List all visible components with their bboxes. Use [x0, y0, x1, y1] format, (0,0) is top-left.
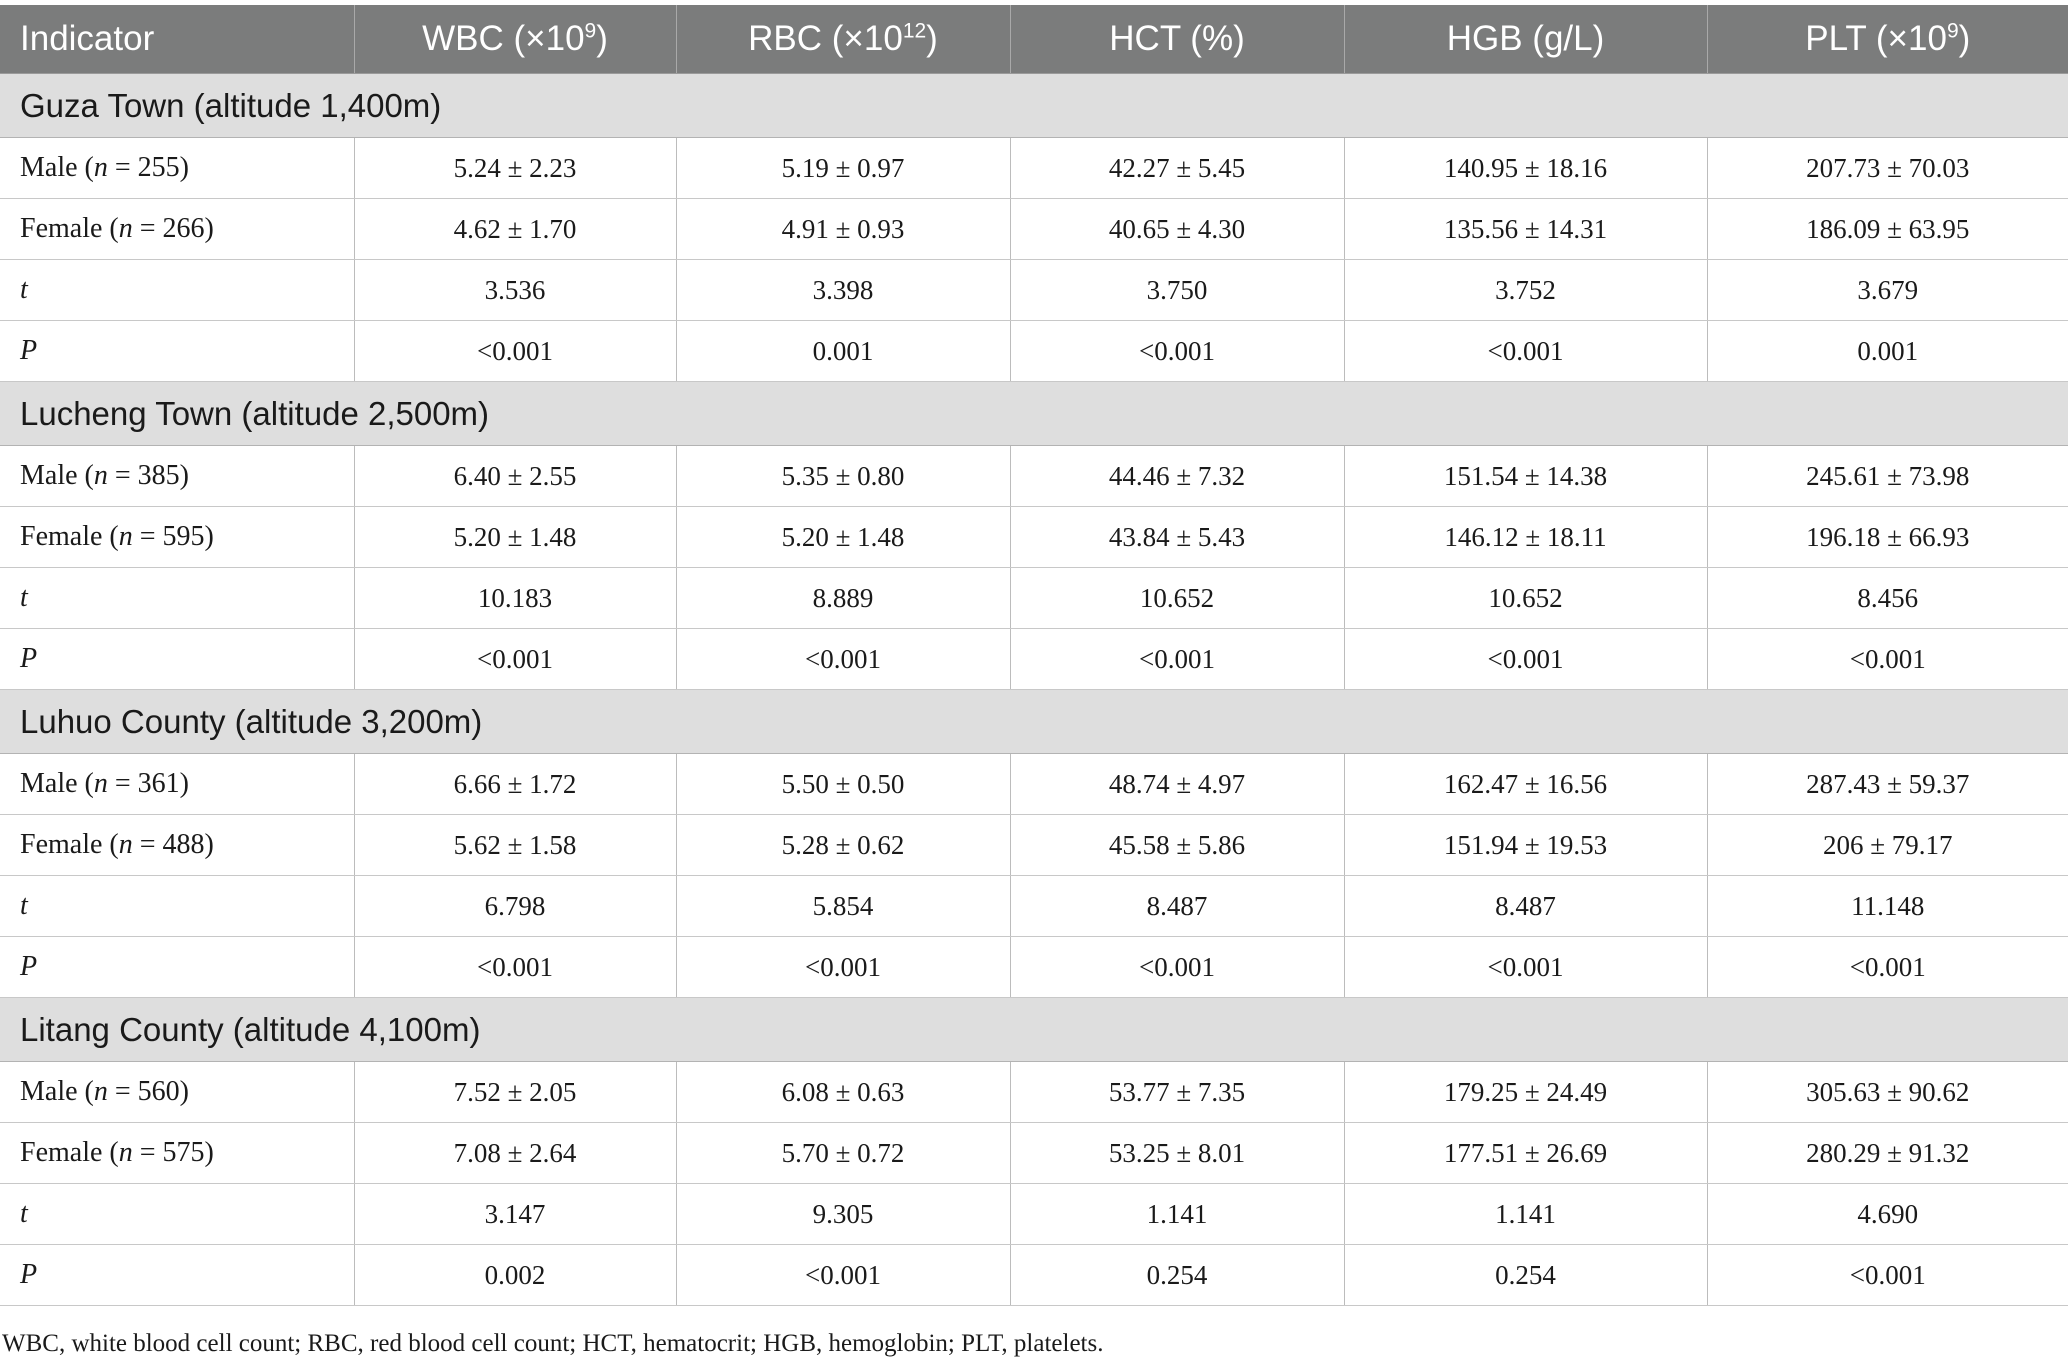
row-label-n: n: [118, 213, 133, 244]
row-label: [0, 1062, 354, 1123]
table-cell: <0.001: [676, 629, 1010, 690]
row-label: [0, 754, 354, 815]
row-label-count: = 255): [107, 152, 189, 183]
row-label-count: = 575): [132, 1137, 214, 1168]
table-cell: 135.56 ± 14.31: [1344, 199, 1707, 260]
table-cell: 0.254: [1344, 1245, 1707, 1306]
row-label-text: P: [20, 643, 38, 674]
row-label-n: n: [93, 768, 108, 799]
row-label: [0, 321, 354, 382]
row-label: [0, 507, 354, 568]
table-cell: <0.001: [1010, 937, 1344, 998]
table-cell: <0.001: [1707, 629, 2068, 690]
row-label-n: n: [118, 1137, 133, 1168]
table-body: [0, 74, 2068, 1306]
table-cell: <0.001: [354, 937, 676, 998]
table-cell: 45.58 ± 5.86: [1010, 815, 1344, 876]
table-cell: 207.73 ± 70.03: [1707, 138, 2068, 199]
table-cell: 177.51 ± 26.69: [1344, 1123, 1707, 1184]
header-hgb: [1344, 5, 1707, 74]
table-cell: 5.20 ± 1.48: [354, 507, 676, 568]
row-label-n: n: [93, 152, 108, 183]
row-label: [0, 260, 354, 321]
table-row: [0, 937, 2068, 998]
table-cell: 5.28 ± 0.62: [676, 815, 1010, 876]
table-cell: 43.84 ± 5.43: [1010, 507, 1344, 568]
group-row: [0, 382, 2068, 446]
header-text-tail: ): [926, 19, 938, 58]
table-cell: 305.63 ± 90.62: [1707, 1062, 2068, 1123]
table-row: [0, 1184, 2068, 1245]
table-container: [0, 5, 2068, 1306]
table-cell: 9.305: [676, 1184, 1010, 1245]
table-footnote: WBC, white blood cell count; RBC, red blood cell count; HCT, hematocrit; HGB, hemoglobin; PLT, platelets.: [2, 1330, 1104, 1357]
table-row: [0, 876, 2068, 937]
row-label-text: Female (: [20, 521, 119, 552]
row-label-count: = 361): [107, 768, 189, 799]
group-title: Litang County (altitude 4,100m): [0, 998, 2068, 1062]
row-label: [0, 1123, 354, 1184]
table-cell: 6.798: [354, 876, 676, 937]
table-cell: 8.889: [676, 568, 1010, 629]
row-label: [0, 199, 354, 260]
header-text-tail: ): [596, 19, 608, 58]
header-text: Indicator: [20, 19, 155, 58]
table-cell: 179.25 ± 24.49: [1344, 1062, 1707, 1123]
table-row: [0, 260, 2068, 321]
table-cell: 245.61 ± 73.98: [1707, 446, 2068, 507]
table-cell: 196.18 ± 66.93: [1707, 507, 2068, 568]
table-cell: 4.690: [1707, 1184, 2068, 1245]
table-cell: 11.148: [1707, 876, 2068, 937]
row-label: [0, 937, 354, 998]
row-label-text: t: [20, 274, 28, 305]
table-row: [0, 754, 2068, 815]
table-row: [0, 629, 2068, 690]
table-cell: 10.652: [1010, 568, 1344, 629]
row-label-text: Female (: [20, 213, 119, 244]
header-text: WBC (×10: [422, 19, 585, 58]
table-row: [0, 199, 2068, 260]
table-cell: 4.62 ± 1.70: [354, 199, 676, 260]
table-cell: 44.46 ± 7.32: [1010, 446, 1344, 507]
table-cell: 5.70 ± 0.72: [676, 1123, 1010, 1184]
table-cell: 7.08 ± 2.64: [354, 1123, 676, 1184]
table-cell: 0.001: [1707, 321, 2068, 382]
header-superscript: 9: [584, 19, 597, 43]
table-row: [0, 568, 2068, 629]
table-cell: <0.001: [1707, 1245, 2068, 1306]
table-cell: 6.40 ± 2.55: [354, 446, 676, 507]
header-indicator: [0, 5, 354, 74]
table-cell: 3.750: [1010, 260, 1344, 321]
table-row: [0, 1245, 2068, 1306]
table-cell: 186.09 ± 63.95: [1707, 199, 2068, 260]
table-cell: 206 ± 79.17: [1707, 815, 2068, 876]
group-title: Guza Town (altitude 1,400m): [0, 74, 2068, 138]
table-cell: <0.001: [1344, 629, 1707, 690]
table-cell: 6.66 ± 1.72: [354, 754, 676, 815]
row-label-text: P: [20, 335, 38, 366]
row-label: [0, 138, 354, 199]
table-cell: 7.52 ± 2.05: [354, 1062, 676, 1123]
table-cell: 8.456: [1707, 568, 2068, 629]
table-cell: 4.91 ± 0.93: [676, 199, 1010, 260]
row-label-count: = 385): [107, 460, 189, 491]
table-cell: <0.001: [676, 1245, 1010, 1306]
table-cell: 151.54 ± 14.38: [1344, 446, 1707, 507]
table-cell: 3.752: [1344, 260, 1707, 321]
table-cell: <0.001: [1344, 321, 1707, 382]
group-row: [0, 690, 2068, 754]
table-cell: 42.27 ± 5.45: [1010, 138, 1344, 199]
table-row: [0, 446, 2068, 507]
table-cell: 3.679: [1707, 260, 2068, 321]
table-cell: 5.62 ± 1.58: [354, 815, 676, 876]
row-label: [0, 446, 354, 507]
table-cell: <0.001: [1010, 629, 1344, 690]
table-cell: 5.854: [676, 876, 1010, 937]
table-cell: 5.20 ± 1.48: [676, 507, 1010, 568]
row-label-text: Female (: [20, 1137, 119, 1168]
row-label-count: = 266): [132, 213, 214, 244]
row-label-text: t: [20, 890, 28, 921]
row-label: [0, 876, 354, 937]
row-label-count: = 560): [107, 1076, 189, 1107]
row-label-text: Male (: [20, 460, 94, 491]
table-cell: <0.001: [1010, 321, 1344, 382]
header-plt: [1707, 5, 2068, 74]
row-label: [0, 1245, 354, 1306]
row-label-n: n: [93, 460, 108, 491]
header-rbc: [676, 5, 1010, 74]
table-row: [0, 1062, 2068, 1123]
table-cell: 48.74 ± 4.97: [1010, 754, 1344, 815]
table-cell: 10.183: [354, 568, 676, 629]
row-label-text: t: [20, 582, 28, 613]
table-row: [0, 138, 2068, 199]
table-cell: <0.001: [354, 629, 676, 690]
table-cell: 1.141: [1010, 1184, 1344, 1245]
row-label-text: t: [20, 1198, 28, 1229]
table-cell: 6.08 ± 0.63: [676, 1062, 1010, 1123]
table-cell: 1.141: [1344, 1184, 1707, 1245]
row-label-count: = 595): [132, 521, 214, 552]
row-label: [0, 815, 354, 876]
table-cell: 5.24 ± 2.23: [354, 138, 676, 199]
blood-indicator-table: [0, 5, 2068, 1306]
table-cell: 0.001: [676, 321, 1010, 382]
header-text: HCT (%): [1109, 19, 1245, 58]
table-cell: 0.254: [1010, 1245, 1344, 1306]
table-cell: 3.398: [676, 260, 1010, 321]
header-superscript: 9: [1946, 19, 1959, 43]
header-superscript: 12: [902, 19, 927, 43]
table-cell: 5.35 ± 0.80: [676, 446, 1010, 507]
group-row: [0, 74, 2068, 138]
table-cell: 3.147: [354, 1184, 676, 1245]
table-cell: <0.001: [1707, 937, 2068, 998]
row-label: [0, 1184, 354, 1245]
table-cell: 3.536: [354, 260, 676, 321]
row-label-text: Male (: [20, 1076, 94, 1107]
table-cell: 151.94 ± 19.53: [1344, 815, 1707, 876]
table-row: [0, 815, 2068, 876]
header-hct: [1010, 5, 1344, 74]
header-text-tail: ): [1958, 19, 1971, 58]
row-label-text: P: [20, 951, 38, 982]
header-text: HGB (g/L): [1446, 19, 1605, 58]
header-wbc: [354, 5, 676, 74]
table-cell: 287.43 ± 59.37: [1707, 754, 2068, 815]
row-label-text: Male (: [20, 768, 94, 799]
row-label-text: Female (: [20, 829, 119, 860]
table-cell: 8.487: [1344, 876, 1707, 937]
table-cell: 280.29 ± 91.32: [1707, 1123, 2068, 1184]
group-title: Luhuo County (altitude 3,200m): [0, 690, 2068, 754]
table-header-row: [0, 5, 2068, 74]
row-label: [0, 568, 354, 629]
table-cell: <0.001: [676, 937, 1010, 998]
row-label-count: = 488): [132, 829, 214, 860]
table-cell: <0.001: [354, 321, 676, 382]
row-label-n: n: [93, 1076, 108, 1107]
table-cell: 0.002: [354, 1245, 676, 1306]
group-row: [0, 998, 2068, 1062]
table-cell: <0.001: [1344, 937, 1707, 998]
table-cell: 40.65 ± 4.30: [1010, 199, 1344, 260]
table-cell: 146.12 ± 18.11: [1344, 507, 1707, 568]
table-cell: 8.487: [1010, 876, 1344, 937]
table-cell: 140.95 ± 18.16: [1344, 138, 1707, 199]
row-label-n: n: [118, 829, 133, 860]
group-title: Lucheng Town (altitude 2,500m): [0, 382, 2068, 446]
row-label-text: P: [20, 1259, 38, 1290]
table-cell: 53.25 ± 8.01: [1010, 1123, 1344, 1184]
table-row: [0, 507, 2068, 568]
table-cell: 10.652: [1344, 568, 1707, 629]
table-row: [0, 1123, 2068, 1184]
table-cell: 53.77 ± 7.35: [1010, 1062, 1344, 1123]
table-cell: 5.19 ± 0.97: [676, 138, 1010, 199]
row-label-n: n: [118, 521, 133, 552]
header-text: PLT (×10: [1805, 19, 1947, 58]
table-row: [0, 321, 2068, 382]
row-label-text: Male (: [20, 152, 94, 183]
row-label: [0, 629, 354, 690]
header-text: RBC (×10: [748, 19, 903, 58]
table-cell: 162.47 ± 16.56: [1344, 754, 1707, 815]
table-cell: 5.50 ± 0.50: [676, 754, 1010, 815]
